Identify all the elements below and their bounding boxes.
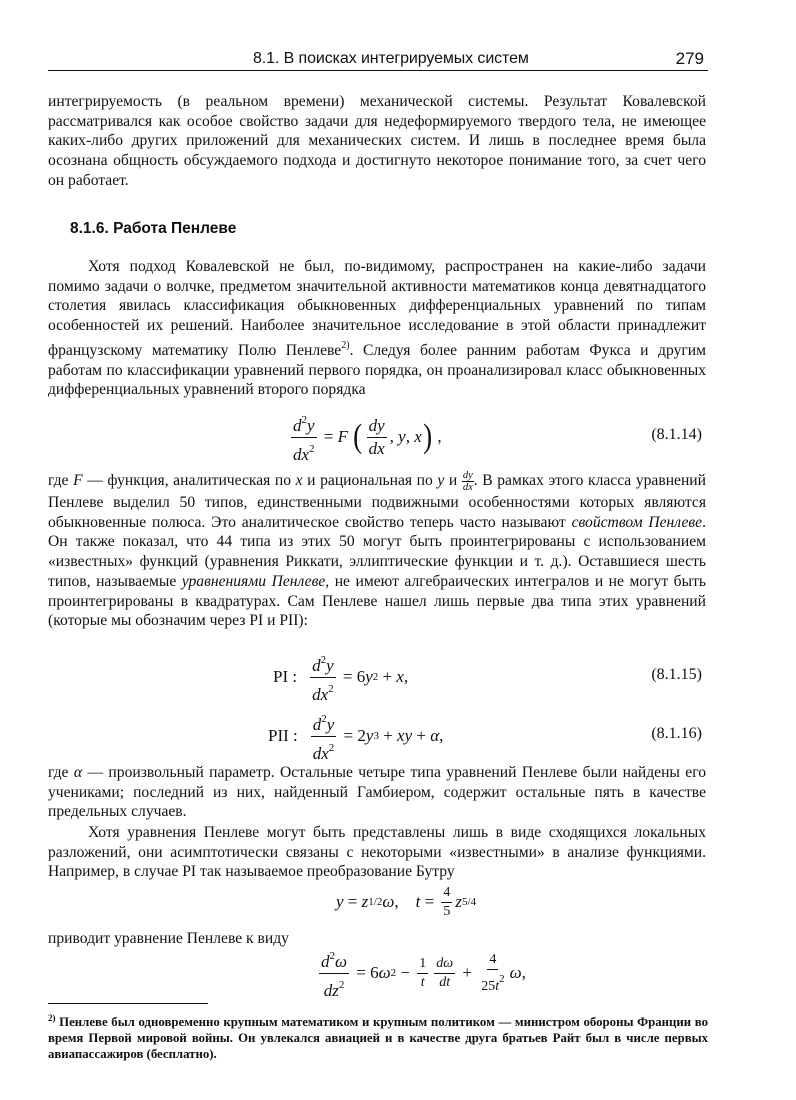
equation-label: PII : bbox=[268, 726, 298, 745]
emphasis-term: свойством Пенлеве bbox=[571, 513, 703, 531]
paragraph-leads-to: приводит уравнение Пенлеве к виду bbox=[48, 930, 289, 947]
fraction: $\frac{4}{25t^2}$ bbox=[481, 951, 505, 994]
emphasis-term: уравнениями Пенлеве bbox=[181, 572, 326, 590]
paragraph-text: , не имеют алгебраических интегралов и не могут быть проинтегрированы в квадратурах. Сам Пенлеве нашел лишь первые два типа этих уравнений (которые мы обозначим через PI и PII): bbox=[48, 572, 706, 630]
math-symbol: F bbox=[73, 472, 83, 490]
paragraph-alpha-parameter bbox=[48, 763, 706, 822]
equation-body: PII : $\frac{d^2y}{dx^2}$ = 2 y 3 + xy + α , bbox=[268, 711, 443, 761]
paragraph-painleve-property bbox=[48, 470, 706, 631]
math-symbol: x bbox=[295, 472, 303, 490]
fraction: $\frac{d^2y}{dx^2}$ bbox=[291, 410, 317, 465]
equation-number: (8.1.16) bbox=[651, 725, 702, 742]
paragraph-asymptotics: Хотя уравнения Пенлеве могут быть представлены лишь в виде сходящихся локальных разложений, они асимптотически связаны с некоторыми «известными» в анализе функциями. Например, в случае PI так называемое преобразование Бутру bbox=[48, 824, 706, 881]
footnote-text: Пенлеве был одновременно крупным математиком и крупным политиком — министром обороны Франции во время Первой мировой войны. Он увлекался авиацией и в качестве друга братьев Райт был в числе первых авиапассажиров (бесплатно). bbox=[48, 1015, 708, 1061]
fraction: $\frac{d^2\omega}{dz^2}$ bbox=[319, 946, 349, 1001]
header-rule bbox=[48, 70, 708, 71]
equation-body: PI : $\frac{d^2y}{dx^2}$ = 6 y 2 + x , bbox=[273, 652, 408, 702]
equation-body: $\frac{d^2\omega}{dz^2}$ = 6 ω 2 − $\frac{1}{t}$ $\frac{d\omega}{dt}$ + $\frac{4}{25t^2}$ ω , bbox=[316, 948, 526, 998]
paragraph-painleve-history bbox=[48, 257, 706, 400]
equation-number: (8.1.14) bbox=[651, 426, 702, 443]
equation-boutroux-transform bbox=[48, 880, 706, 924]
fraction: $\frac{d^2y}{dx^2}$ bbox=[311, 709, 337, 764]
fraction: $\frac{d^2y}{dx^2}$ bbox=[310, 650, 336, 705]
math-symbol: y bbox=[437, 472, 445, 490]
section-heading: 8.1.6. Работа Пенлеве bbox=[70, 220, 237, 237]
paragraph-text: и bbox=[444, 472, 462, 490]
paragraph-text: — функция, аналитическая по bbox=[82, 472, 296, 490]
paragraph-text: где bbox=[48, 472, 74, 490]
equation-8-1-14 bbox=[48, 412, 706, 462]
paragraph-text: где bbox=[48, 764, 74, 781]
footnote bbox=[48, 1010, 708, 1062]
equation-8-1-15 bbox=[48, 652, 706, 702]
footnote-rule bbox=[48, 1003, 208, 1004]
equation-label: PI : bbox=[273, 667, 298, 686]
math-symbol: α bbox=[73, 764, 83, 781]
equation-transformed bbox=[48, 948, 706, 998]
fraction: $\frac{dy}{dx}$ bbox=[368, 415, 385, 458]
fraction: $\frac{1}{t}$ bbox=[419, 955, 427, 990]
paragraph-intro: интегрируемость (в реальном времени) механической системы. Результат Ковалевской рассматривался как особое свойство задачи для недеформируемого твердого тела, не имеющее каких-либо других приложений для механических систем. И лишь в последнее время была осознана общность обсуждаемого подхода и достигнуто некоторое понимание того, за счет чего он работает. bbox=[48, 93, 706, 189]
footnote-mark: 2) bbox=[48, 1013, 56, 1023]
equation-body: y = z 1/2 ω , t = $\frac{4}{5}$ z 5/4 bbox=[336, 884, 477, 919]
paragraph-text: Хотя подход Ковалевской не был, по-видимому, распространен на какие-либо задачи помимо задачи о волчке, предметом значительной активности математиков конца девятнадцатого столетия явилась классификация обыкновенных дифференциальных уравнений по типам особенностей их решений. Наиболее значительное исследование в этой области принадлежит французскому математику Полю Пенлеве bbox=[48, 258, 706, 359]
running-header bbox=[48, 46, 706, 72]
paragraph-text: — произвольный параметр. Остальные четыре типа уравнений Пенлеве были найдены его учениками; последний из них, найденный Гамбиером, содержит остальные пять в качестве предельных случаев. bbox=[48, 764, 707, 821]
running-header-title: 8.1. В поисках интегрируемых систем bbox=[253, 50, 529, 67]
paragraph-text: . Он также показал, что 44 типа из этих 50 могут быть проинтегрированы с использованием «известных» функций (уравнения Риккати, эллиптические функции и т. д.). Оставшиеся шесть типов, называемые bbox=[48, 513, 706, 590]
paragraph-text: . В рамках этого класса уравнений Пенлеве выделил 50 типов, единственными подвижными особенностями которых являются обыкновенные полюса. Это аналитическое свойство теперь часто называют bbox=[48, 472, 706, 531]
equation-number: (8.1.15) bbox=[651, 666, 702, 683]
footnote-reference: 2) bbox=[341, 339, 350, 351]
page-number: 279 bbox=[675, 49, 704, 68]
fraction: $\frac{d\omega}{dt}$ bbox=[436, 955, 454, 990]
inline-fraction: $\frac{dy}{dx}$ bbox=[462, 470, 473, 493]
paragraph-text: и рациональная по bbox=[302, 472, 438, 490]
equation-body: $\frac{d^2y}{dx^2}$ = F ( $\frac{dy}{dx}$ , y , x ) , bbox=[288, 412, 442, 462]
equation-8-1-16 bbox=[48, 711, 706, 761]
paragraph-text: . Следуя более ранним работам Фукса и другим работам по классификации уравнений первого порядка, он проанализировал класс обыкновенных дифференциальных уравнений второго порядка bbox=[48, 341, 706, 399]
fraction: $\frac{4}{5}$ bbox=[443, 884, 451, 919]
